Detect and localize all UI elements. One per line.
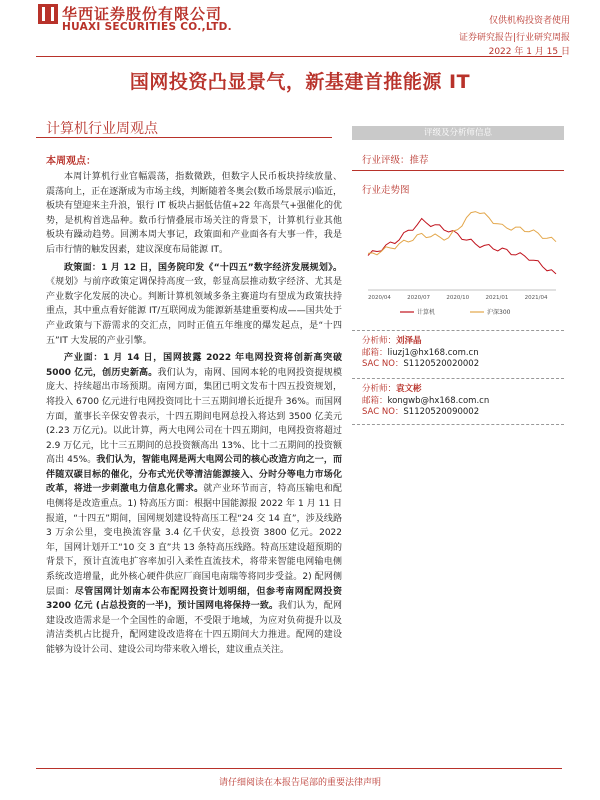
x-tick-label: 2021/04 xyxy=(524,295,548,301)
audience-note: 仅供机构投资者使用 xyxy=(488,16,570,26)
uhv-body: 根据中国能源报 2022 年 1 月 11 日报道，“十四五”期间，国网规划建设特高压工程“24 交 14 直”，涉及线路 3 万余公里，变电换流容量 3.4 亿千伏安，总投资 3800 亿元。2022 年，国网计划开工“10 交 3 直”共 13 条特高压线路。特高压建设超预期的背景下，预计直流电扩容率加引入柔性直流技术，将带来智能电网输电侧系统改造增量，此外核心硬件供应厂商国电南瑞等将同步受益。2) 配网侧层面： xyxy=(46,499,342,597)
rating-divider xyxy=(352,170,564,171)
policy-lead: 政策面：1 月 12 日，国务院印发《“十四五”数字经济发展规划》。 xyxy=(64,262,342,273)
analyst-divider xyxy=(352,424,564,425)
paragraph-policy xyxy=(46,261,342,349)
body-text xyxy=(46,170,342,658)
chart-title: 行业走势图 xyxy=(362,185,410,196)
analyst-email[interactable]: liuzj1@hx168.com.cn xyxy=(387,347,479,358)
sac-label: SAC NO： xyxy=(362,359,404,369)
sac-label: SAC NO： xyxy=(362,407,404,417)
industry-body-2: 就产业环节而言，特高压输电和配电侧将是改造重点。1) 特高压方面： xyxy=(46,484,342,510)
legend-label: 沪深300 xyxy=(487,309,511,316)
legal-notice[interactable]: 请仔细阅读在本报告尾部的重要法律声明 xyxy=(218,778,381,788)
analyst-label: 分析师： xyxy=(362,384,397,394)
email-label: 邮箱： xyxy=(362,395,388,406)
page-subtitle: 计算机行业周观点 xyxy=(46,121,158,137)
analyst-sac: S1120520020002 xyxy=(403,359,480,369)
paragraph-weekly: 本周计算机行业官幅震荡，指数微跌，但数字人民币板块持续放量、震荡向上，正在逐渐成为市场主线，判断随着冬奥会(数币场景展示)临近，板块有望迎来主升浪，银行 IT 板块占据低估值+22 年高景气+强催化的优势，是机构首选品种。数币行情叠展市场关注的背景下，计算机行业其他板块有躁动趋势。回溯本周大事记，政策面和产业面各有大事一件，我是后市行情的触发因素，建议深度布局能源 IT。 xyxy=(46,172,342,255)
x-tick-label: 2020/04 xyxy=(368,295,391,301)
industry-body: 我们认为，南网、国网本轮的电网投资提规模庞大、持续超出市场预期。南网方面，集团已明文发布十四五投资规划，将投入 6700 亿元进行电网投资同比十三五期间增长近提升 36%。而国网方面，董事长辛保安曾表示，十四五期间电网总投入将达到 3500 亿美元 (2.23 万亿元)。以此计算，两大电网公司在十四五期间，电网投资将超过 2.9 万亿元，比十三五期间的总投资额高出 13%、比十二五期间的投资额高出 45%。 xyxy=(46,367,342,466)
analyst-name: 袁文彬 xyxy=(396,384,422,394)
analyst-name: 刘泽晶 xyxy=(396,336,422,346)
analyst-sac: S1120520090002 xyxy=(403,407,480,417)
x-tick-label: 2020/07 xyxy=(407,295,431,301)
x-tick-label: 2020/10 xyxy=(446,295,470,301)
analyst-email[interactable]: kongwb@hx168.com.cn xyxy=(387,395,490,406)
industry-rating: 行业评级：推荐 xyxy=(362,155,429,166)
company-name-en: HUAXI SECURITIES CO.,LTD. xyxy=(62,21,232,33)
report-date: 2022 年 1 月 15 日 xyxy=(488,47,570,57)
company-name-cn: 华西证券股份有限公司 xyxy=(62,5,223,23)
industry-trend-chart xyxy=(352,192,564,324)
distribution-body: 我们认为，配网建设改造需求是一个全国性的命题，不受限于地域，为应对负荷提升以及清洁类机占比提升，配网建设改造将在十四五期间大力推进。配网的建设能够为设计公司、建设公司均带来收入增长，建议重点关注。 xyxy=(46,601,342,655)
rating-box-header: 评级及分析师信息 xyxy=(352,126,564,140)
analyst-divider xyxy=(352,378,564,379)
series-line-1 xyxy=(368,212,556,255)
company-logo-icon xyxy=(38,4,58,24)
analyst-card xyxy=(362,336,479,371)
industry-lead: 产业面：1 月 14 日，国网披露 2022 年电网投资将创新高突破 5000 亿元，创历史新高。 xyxy=(46,353,342,378)
footer-divider xyxy=(36,768,562,769)
legend-label: 计算机 xyxy=(417,309,436,316)
paragraph-industry xyxy=(46,351,342,657)
page-title: 国网投资凸显景气，新基建首推能源 IT xyxy=(129,71,471,93)
analyst-label: 分析师： xyxy=(362,336,397,346)
industry-emphasis: 我们认为，智能电网是两大电网公司的核心改造方向之一，而伴随双碳目标的催化，分布式光伏等清洁能源接入、分时分等电力市场化改革，将进一步刺激电力信息化需求。 xyxy=(46,455,342,495)
x-tick-label: 2021/01 xyxy=(485,295,509,301)
policy-body: 《规划》与前序政策定调保持高度一致，彰显高层推动数字经济、尤其是产业数字化发展的决心。判断计算机领域多条主赛道均有望成为政策扶持重点，其中重点看好能源 IT/互联网成为能源新基建重要构成——国共处于产业政策与下游需求的交汇点，同时正值五年维度的爆发起点，是“十四五”IT 大发展的产业引擎。 xyxy=(46,277,342,346)
header-divider xyxy=(36,56,562,57)
report-type: 证券研究报告|行业研究周报 xyxy=(458,33,570,43)
section-heading: 本周观点： xyxy=(46,156,96,167)
subtitle-divider xyxy=(36,137,332,138)
series-line-0 xyxy=(368,219,556,274)
email-label: 邮箱： xyxy=(362,347,388,358)
analyst-divider xyxy=(352,330,564,331)
analyst-card xyxy=(362,384,489,419)
distribution-emphasis: 尽管国网计划南本公布配网投资计划明细，但参考南网配网投资 3200 亿元 (占总投资的一半)，预计国网电将保持一致。 xyxy=(46,586,342,612)
